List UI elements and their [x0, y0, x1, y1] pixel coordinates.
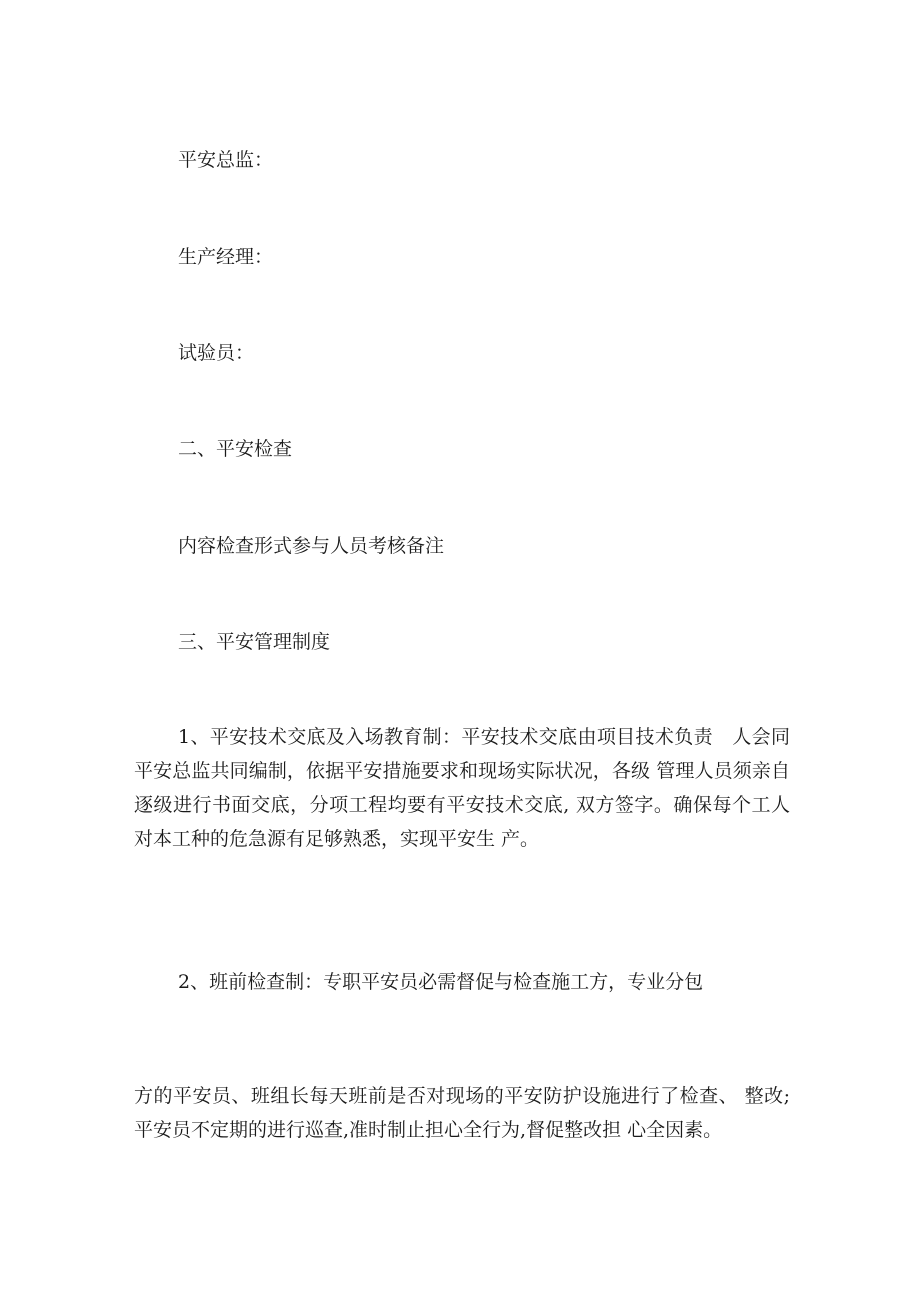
safety-director-label: 平安总监：: [178, 149, 274, 171]
section-heading-safety-management: 三、平安管理制度: [178, 631, 331, 653]
paragraph-technical-briefing: 1、平安技术交底及入场教育制：平安技术交底由项目技术负责 人会同平安总监共同编制，依据平安措施要求和现场实际状况，各级 管理人员须亲自逐级进行书面交底，分项工程均要有平安技术交底, 双方签字。确保每个工人对本工种的危急源有足够熟悉，实现平安生 产。: [134, 726, 790, 850]
inspection-table-header: 内容检查形式参与人员考核备注: [178, 535, 445, 557]
paragraph-pre-shift-check-continued: 方的平安员、班组长每天班前是否对现场的平安防护设施进行了检查、 整改;平安员不定期的进行巡查,准时制止担心全行为,督促整改担 心全因素。: [134, 1085, 790, 1141]
tester-label: 试验员：: [178, 342, 255, 364]
production-manager-label: 生产经理：: [178, 246, 274, 268]
paragraph-pre-shift-check: 2、班前检查制：专职平安员必需督促与检查施工方，专业分包: [178, 971, 704, 993]
section-heading-safety-inspection: 二、平安检查: [178, 438, 293, 460]
